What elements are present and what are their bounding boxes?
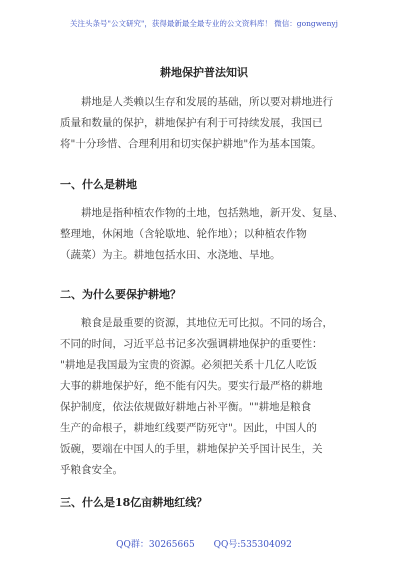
document-title: 耕地保护普法知识 (160, 66, 248, 79)
intro-line: 耕地是人类赖以生存和发展的基础，所以要对耕地进行 (81, 96, 333, 108)
section-heading-1: 一、什么是耕地 (60, 178, 137, 191)
section-1-line: （蔬菜）为主。耕地包括水田、水浇地、旱地。 (60, 249, 281, 261)
footer-contact (0, 537, 408, 550)
section-1-paragraph (60, 203, 356, 266)
section-2-line: "耕地是我国最为宝贵的资源。必须把关系十几亿人吃饭 (60, 359, 317, 371)
footer-qq-group: QQ群：30265665 (116, 540, 195, 550)
header-banner: 关注头条号"公文研究"，获得最新最全最专业的公文资料库！ 微信：gongwenyj (70, 19, 338, 28)
section-2-line: 保护制度，依法依规做好耕地占补平衡。""耕地是粮食 (60, 401, 312, 413)
intro-line: 将"十分珍惜、合理利用和切实保护耕地"作为基本国策。 (60, 138, 322, 150)
section-2-line: 饭碗，要端在中国人的手里，耕地保护关乎国计民生，关 (60, 443, 323, 455)
section-2-line: 大事的耕地保护好，绝不能有闪失。要实行最严格的耕地 (60, 380, 323, 392)
footer-qq-number: QQ号:535304092 (213, 540, 292, 550)
section-2-line: 不同的时间，习近平总书记多次强调耕地保护的重要性： (60, 338, 323, 350)
section-2-line: 生产的命根子，耕地红线要严防死守"。因此，中国人的 (60, 422, 317, 434)
section-1-line: 耕地是指种植农作物的土地，包括熟地，新开发、复垦、 (81, 207, 344, 219)
intro-line: 质量和数量的保护，耕地保护有利于可持续发展，我国已 (60, 117, 323, 129)
section-heading-2: 二、为什么要保护耕地？ (60, 288, 181, 301)
section-2-paragraph (60, 313, 356, 481)
section-1-line: 整理地，休闲地（含轮歇地、轮作地）；以种植农作物 (60, 228, 307, 240)
intro-paragraph (60, 92, 356, 155)
section-heading-3: 三、什么是18亿亩耕地红线？ (60, 496, 208, 509)
section-2-line: 粮食是最重要的资源，其地位无可比拟。不同的场合， (81, 317, 333, 329)
section-2-line: 乎粮食安全。 (60, 464, 123, 476)
